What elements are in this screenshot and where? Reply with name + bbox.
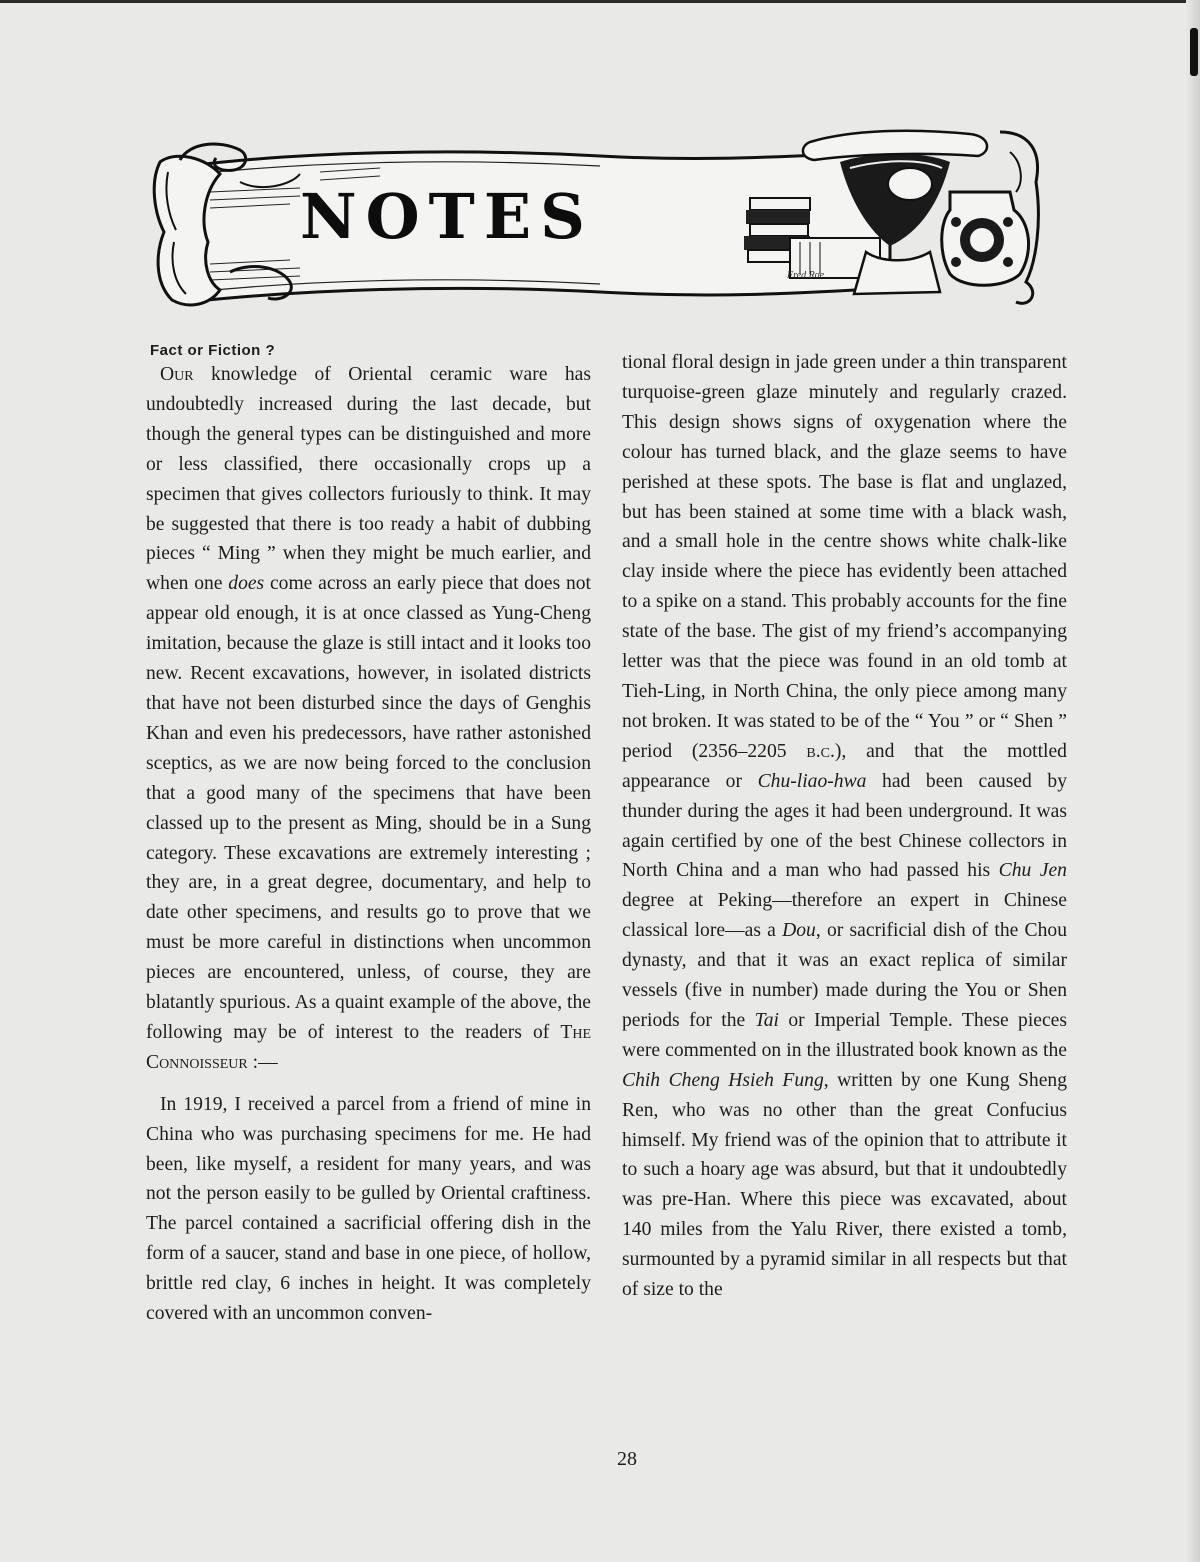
paragraph-text: , written by one Kung Sheng Ren, who was no other than the great Confucius himself. My friend was of the opinion that to attribute it to such a hoary age was absurd, but that it undoubtedly was pre-Han. Where this piece was excavated, about 140 miles from the Yalu River, there existed a tomb, surmounted by a pyramid similar in all respects but that of size to the — [622, 1069, 1067, 1301]
paragraph-3 — [622, 348, 1067, 1305]
right-column — [622, 348, 1067, 1305]
journal-name: The Connoisseur — [146, 1021, 591, 1073]
era-abbrev: b.c. — [806, 740, 835, 762]
binding-mark — [1190, 28, 1198, 76]
paragraph-1 — [146, 360, 591, 1078]
left-column — [146, 360, 591, 1329]
paragraph-text: , or sacrificial dish of the Chou dynasty, and that it was an exact replica of similar vessels (five in number) made during the You or Shen periods for the — [622, 920, 1068, 1031]
paragraph-text: tional floral design in jade green under a thin transparent turquoise-green glaze minutely and regularly crazed. This design shows signs of oxygenation where the colour has turned black, and the glaze seems to have perished at these spots. The base is flat and unglazed, but has been stained at some time with a black wash, and a small hole in the centre shows white chalk-like clay inside where the piece has evidently been attached to a spike on a stand. This probably accounts for the fine state of the base. The gist of my friend’s accompanying letter was that the piece was found in an old tomb at Tieh-Ling, in North China, the only piece among many not broken. It was stated to be of the “ You ” or “ Shen ” period (2356–2205 — [622, 352, 1067, 762]
artist-signature: Fred Roe — [787, 270, 825, 281]
page-top-rule — [0, 0, 1200, 3]
paragraph-2: In 1919, I received a parcel from a friend of mine in China who was purchasing specimens for me. He had been, like myself, a resident for many years, and was not the person easily to be gulled by Oriental craftiness. The parcel contained a sacrificial offering dish in the form of a saucer, stand and base in one piece, of hollow, brittle red clay, 6 inches in height. It was completely covered with an uncommon conven- — [146, 1093, 591, 1325]
page-number: 28 — [617, 1448, 637, 1470]
emphasis: does — [228, 573, 265, 595]
page-title: NOTES — [300, 180, 594, 253]
emphasis: Dou — [782, 920, 816, 942]
emphasis: Chu-liao-hwa — [757, 770, 867, 792]
paragraph-text: or Imperial Temple. These pieces were commented on in the illustrated book known as the — [622, 1009, 1067, 1061]
page-edge-shadow — [1186, 0, 1200, 1562]
paragraph-text: knowledge of Oriental ceramic ware has undoubtedly increased during the last decade, but though the general types can be distinguished and more or less classified, there occasionally crops up a specimen that gives collectors furiously to think. It may be suggested that there is too ready a habit of dubbing pieces “ Ming ” when they might be much earlier, and when one — [146, 364, 591, 595]
paragraph-text: ), and that the mottled appearance or — [622, 740, 1067, 792]
paragraph-text: come across an early piece that does not appear old enough, it is at once classed as Yung-Cheng imitation, because the glaze is still intact and it looks too new. Recent excavations, however, in isolated districts that have not been disturbed since the days of Genghis Khan and even his predecessors, have rather astonished sceptics, as we are now being forced to the conclusion that a good many of the specimens that have been classed up to the present as Ming, should be in a Sung category. These excavations are extremely interesting ; they are, in a great degree, documentary, and help to date other specimens, and results go to prove that we must be more careful in distinctions when uncommon pieces are encountered, unless, of course, they are blatantly spurious. As a quaint example of the above, the following may be of interest to the readers of — [146, 573, 592, 1043]
emphasis: Tai — [754, 1009, 779, 1031]
ginger-jar-icon — [942, 192, 1029, 285]
emphasis: Chih Cheng Hsieh Fung — [622, 1069, 824, 1091]
paragraph-text: had been caused by thunder during the ages it had been underground. It was again certified by one of the best Chinese collectors in North China and a man who had passed his — [622, 770, 1068, 882]
emphasis: Chu Jen — [998, 860, 1067, 882]
drop-word: Our — [160, 364, 194, 385]
article-heading: Fact or Fiction ? — [150, 342, 276, 359]
paragraph-text: :— — [247, 1051, 278, 1073]
paragraph-text: degree at Peking—therefore an expert in Chinese classical lore—as a — [622, 890, 1067, 942]
